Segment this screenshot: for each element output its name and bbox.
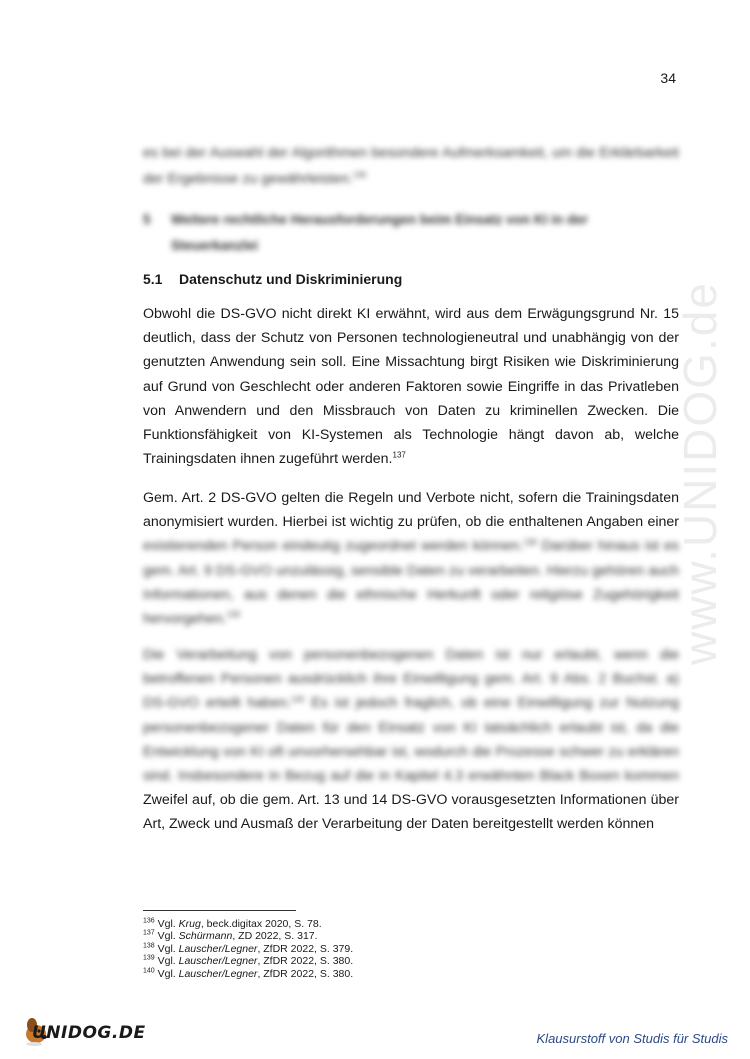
paragraph-anonymization (143, 486, 679, 631)
footnote-137: $^{137}$ Vgl. Schürmann, ZD 2022, S. 317. (143, 929, 318, 943)
intro-line-2: Erklärbarkeit der Ergebnisse zu gewährleisten. (143, 145, 679, 187)
footnote-ref-140: 140 (290, 694, 305, 704)
paragraph-consent (143, 643, 679, 837)
page-number: 34 (660, 70, 676, 86)
section-number-5: 5 (143, 212, 151, 227)
footnote-separator (143, 910, 296, 911)
watermark-text: www.UNIDOG.de (674, 281, 726, 665)
footnote-ref-137: 137 (392, 450, 406, 460)
footnotes (143, 918, 353, 980)
footnote-ref-136: 136 (352, 170, 367, 180)
section-title-5: Weitere rechtliche Herausforderungen beim Einsatz von KI in der Steuerkanzlei (171, 212, 588, 253)
paragraph-2-clear-text: Gem. Art. 2 DS-GVO gelten die Regeln und Verbote nicht, sofern die Trainingsdaten anonymisiert wurden. Hierbei ist wichtig zu prüfen, ob die enthaltenen Angaben einer (143, 490, 679, 531)
logo-text: UNIDOG.DE (32, 1023, 146, 1043)
footnote-140: $^{140}$ Vgl. Lauscher/Legner, ZfDR 2022, S. 380. (143, 967, 354, 980)
paragraph-3-blurred-b: Es ist jedoch fraglich, ob eine Einwilligung zur Nutzung personenbezogener Daten für den Einsatz von KI tatsächlich erlaubt ist, da die Entwicklung von KI oft unvorhersehbar ist, wodurch die Prozesse schwer zu erklären sind. Insbesondere in Bezug auf die in Kapitel 4.3 erwähnten Black Boxen kommen (143, 695, 679, 785)
footnote-138: $^{138}$ Vgl. Lauscher/Legner, ZfDR 2022, S. 379. (143, 942, 354, 955)
section-number-5-1: 5.1 (143, 271, 163, 287)
footnote-136: $^{136}$ Vgl. Krug, beck.digitax 2020, S. 78. (143, 917, 322, 930)
footnote-139: $^{139}$ Vgl. Lauscher/Legner, ZfDR 2022, S. 380. (143, 954, 354, 968)
paragraph-3-blurred-a: Die Verarbeitung von personenbezogenen Daten ist nur erlaubt, wenn die betroffenen Personen ausdrücklich ihre Einwilligung gem. Art. 9 Abs. 2 Buchst. a) DS-GVO erteilt haben. (143, 647, 679, 712)
paragraph-data-protection (143, 302, 679, 471)
footnote-ref-139: 139 (226, 610, 240, 620)
paragraph-3-clear-text: Zweifel auf, ob die gem. Art. 13 und 14 DS-GVO vorausgesetzten Informationen über Art, Zweck und Ausmaß der Verarbeitung der Daten bereitgestellt werden können (143, 792, 679, 833)
section-heading-5-1 (143, 271, 402, 287)
footnote-ref-138: 138 (523, 537, 537, 547)
tagline: Klausurstoff von Studis für Studis (536, 1031, 728, 1046)
section-title-5-1: Datenschutz und Diskriminierung (179, 271, 403, 287)
intro-line-1: es bei der Auswahl der Algorithmen besondere Aufmerksamkeit, um die (143, 145, 596, 161)
section-heading-5 (143, 207, 643, 259)
paragraph-2-blurred-b: Darüber hinaus ist es gem. Art. 9 DS-GVO unzulässig, sensible Daten zu verarbeiten. Hierzu gehören auch Informationen, aus denen die ethnische Herkunft oder religiöse Zugehörigkeit hervorgehen. (143, 538, 680, 628)
paragraph-1-text: Obwohl die DS-GVO nicht direkt KI erwähnt, wird aus dem Erwägungsgrund Nr. 15 deutlich, dass der Schutz von Personen technologieneutral und unabhängig von der genutzten Anwendung sein soll. Eine Missachtung birgt Risiken wie Diskriminierung auf Grund von Geschlecht oder anderen Faktoren sowie Eingriffe in das Privatleben von Anwendern und den Missbrauch von Daten zu kriminellen Zwecken. Die Funktionsfähigkeit von KI-Systemen als Technologie hängt davon ab, welche Trainingsdaten ihnen zugeführt werden. (143, 306, 679, 468)
paragraph-2-blurred-a: existierenden Person eindeutig zugeordnet werden können. (143, 538, 524, 555)
intro-paragraph (143, 140, 679, 192)
